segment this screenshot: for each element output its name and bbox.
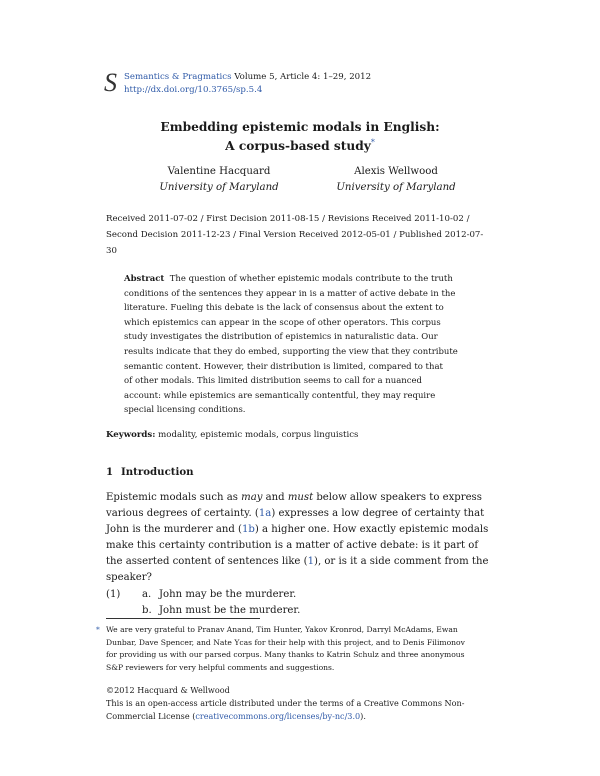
abstract-line: account: while epistemics are semantically contentful, they may require bbox=[124, 390, 436, 401]
example-label-b: b. bbox=[142, 605, 152, 616]
author-affiliation: University of Maryland bbox=[159, 182, 279, 193]
abstract-label: Abstract bbox=[124, 274, 165, 284]
copyright-line: ©2012 Hacquard & Wellwood bbox=[106, 685, 230, 695]
footnote-rule bbox=[106, 618, 260, 619]
doi-link[interactable]: http://dx.doi.org/10.3765/sp.5.4 bbox=[124, 85, 263, 95]
abstract-line: The question of whether epistemic modals contribute to the truth bbox=[169, 274, 453, 284]
abstract-line: literature. Fueling this debate is the lack of consensus about the extent to bbox=[124, 303, 444, 314]
author-name: Valentine Hacquard bbox=[167, 166, 271, 177]
license-link[interactable]: creativecommons.org/licenses/by-nc/3.0 bbox=[195, 710, 361, 721]
license-line: This is an open-access article distributed under the terms of a Creative Commons Non- bbox=[106, 697, 465, 708]
footnote-line: S&P reviewers for very helpful comments and suggestions. bbox=[106, 662, 335, 672]
author-1 bbox=[134, 164, 304, 196]
author-2 bbox=[311, 164, 481, 196]
paper-title bbox=[100, 119, 500, 154]
example-number: (1) bbox=[106, 589, 121, 600]
intro-paragraph: Epistemic modals such as may and must below allow speakers to express various degrees of certainty. (1a) expresses a low degree of certainty that John is the murderer and (1b) a higher one. How exactly epistemic modals make this certainty contribution is a matter of active debate: is it part of the asserted content of sentences like (1), or is it a side comment from the speaker? bbox=[106, 492, 489, 583]
example-label-a: a. bbox=[142, 589, 152, 600]
keywords-label: Keywords: bbox=[106, 430, 156, 440]
author-name: Alexis Wellwood bbox=[354, 166, 438, 177]
publication-dates bbox=[106, 211, 496, 259]
dates-line: Received 2011-07-02 / First Decision 2011-08-15 / Revisions Received 2011-10-02 / bbox=[106, 214, 470, 224]
example-ref-1b[interactable]: 1b bbox=[241, 524, 255, 535]
dates-line: 30 bbox=[106, 246, 117, 256]
section-number: 1 bbox=[106, 466, 114, 478]
footnote-marker: * bbox=[96, 625, 100, 634]
copyright-notice: ©2012 Hacquard & Wellwood This is an open-access article distributed under the terms of a Creative Commons Non- Commercial License (creativecommons.org/licenses/by-nc/3.0). bbox=[106, 684, 496, 722]
abstract-line: which epistemics can appear in the scope of other operators. This corpus bbox=[124, 317, 441, 328]
journal-name-link[interactable]: Semantics & Pragmatics bbox=[124, 72, 232, 82]
abstract-line: semantic content. However, their distribution is limited, compared to that bbox=[124, 361, 443, 372]
title-footnote-marker[interactable]: * bbox=[370, 138, 375, 147]
section-heading bbox=[106, 466, 194, 478]
example-text-a: John may be the murderer. bbox=[159, 589, 297, 600]
volume-info: Volume 5, Article 4: 1–29, 2012 bbox=[234, 72, 372, 82]
section-title: Introduction bbox=[121, 466, 194, 478]
journal-header bbox=[124, 71, 371, 97]
example-text-b: John must be the murderer. bbox=[159, 605, 301, 616]
example-ref-1a[interactable]: 1a bbox=[258, 508, 272, 519]
title-line-2: A corpus-based study bbox=[225, 139, 371, 154]
title-line-1: Embedding epistemic modals in English: bbox=[160, 120, 440, 134]
keywords-text: modality, epistemic modals, corpus linguistics bbox=[158, 430, 359, 440]
footnote-line: for providing us with our parsed corpus. Many thanks to Katrin Schulz and three anonymous bbox=[106, 650, 465, 660]
footnote-line: Dunbar, Dave Spencer, and Nate Ycas for their help with this project, and to Denis Filimonov bbox=[106, 637, 465, 647]
dates-line: Second Decision 2011-12-23 / Final Version Received 2012-05-01 / Published 2012-07- bbox=[106, 230, 484, 240]
footnote-line: We are very grateful to Pranav Anand, Tim Hunter, Yakov Kronrod, Darryl McAdams, Ewan bbox=[106, 625, 458, 634]
abstract-line: study investigates the distribution of epistemics in naturalistic data. Our bbox=[124, 332, 438, 343]
author-affiliation: University of Maryland bbox=[336, 182, 456, 193]
keywords bbox=[106, 428, 358, 442]
footnote bbox=[96, 624, 496, 674]
abstract-line: conditions of the sentences they appear in is a matter of active debate in the bbox=[124, 288, 456, 299]
abstract-line: of other modals. This limited distribution seems to call for a nuanced bbox=[124, 376, 423, 387]
abstract bbox=[124, 272, 476, 418]
example-ref-1[interactable]: 1 bbox=[307, 556, 314, 567]
journal-logo: S bbox=[104, 68, 117, 97]
abstract-line: results indicate that they do embed, supporting the view that they contribute bbox=[124, 346, 458, 357]
abstract-line: special licensing conditions. bbox=[124, 405, 246, 416]
